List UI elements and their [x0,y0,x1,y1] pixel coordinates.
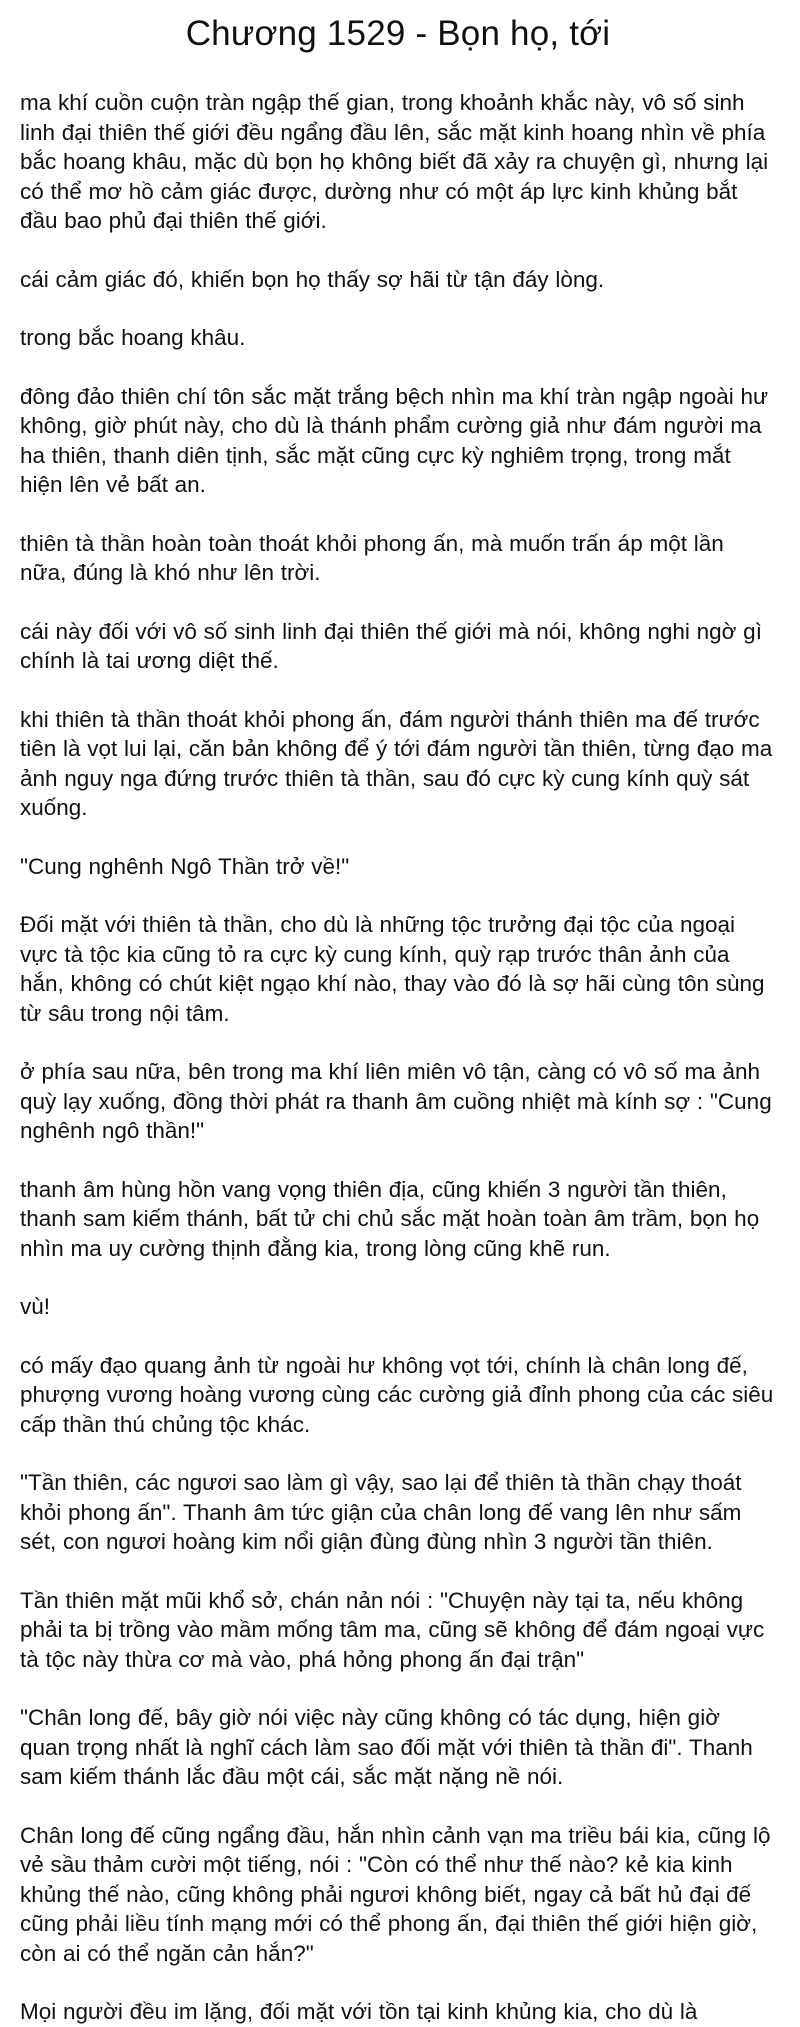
chapter-body [20,88,776,2027]
paragraph-8: "Cung nghênh Ngô Thần trở về!" [20,853,350,879]
paragraph-5: thiên tà thần hoàn toàn thoát khỏi phong ấn, mà muốn trấn áp một lần nữa, đúng là khó như lên trời. [20,530,724,585]
paragraph-2: cái cảm giác đó, khiến bọn họ thấy sợ hãi từ tận đáy lòng. [20,266,605,292]
paragraph-7: khi thiên tà thần thoát khỏi phong ấn, đám người thánh thiên ma đế trước tiên là vọt lui lại, căn bản không để ý tới đám người tần thiên, từng đạo ma ảnh nguy nga đứng trước thiên tà thần, sau đó cực kỳ cung kính quỳ sát xuống. [20,706,773,820]
paragraph-1: ma khí cuồn cuộn tràn ngập thế gian, trong khoảnh khắc này, vô số sinh linh đại thiên thế giới đều ngẩng đầu lên, sắc mặt kinh hoang nhìn về phía bắc hoang khâu, mặc dù bọn họ không biết đã xảy ra chuyện gì, nhưng lại có thể mơ hồ cảm giác được, dường như có một áp lực kinh khủng bắt đầu bao phủ đại thiên thế giới. [20,90,769,233]
paragraph-3: trong bắc hoang khâu. [20,325,246,350]
paragraph-15: Tần thiên mặt mũi khổ sở, chán nản nói : "Chuyện này tại ta, nếu không phải ta bị trồng vào mầm mống tâm ma, cũng sẽ không để đám ngoại vực tà tộc này thừa cơ mà vào, phá hỏng phong ấn đại trận" [20,1587,765,1672]
paragraph-6: cái này đối với vô số sinh linh đại thiên thế giới mà nói, không nghi ngờ gì chính là tai ương diệt thế. [20,618,762,673]
paragraph-17: Chân long đế cũng ngẩng đầu, hắn nhìn cảnh vạn ma triều bái kia, cũng lộ vẻ sầu thảm cười một tiếng, nói : "Còn có thể như thế nào? kẻ kia kinh khủng thế nào, cũng không phải ngươi không biết, ngay cả bất hủ đại đế cũng phải liều tính mạng mới có thể phong ấn, đại thiên thế giới hiện giờ, còn ai có thể ngăn cản hắn?" [20,1822,771,1966]
paragraph-4: đông đảo thiên chí tôn sắc mặt trắng bệch nhìn ma khí tràn ngập ngoài hư không, giờ phút này, cho dù là thánh phẩm cường giả như đám người ma ha thiên, thanh diên tịnh, sắc mặt cũng cực kỳ nghiêm trọng, trong mắt hiện lên vẻ bất an. [20,383,769,497]
paragraph-10: ở phía sau nữa, bên trong ma khí liên miên vô tận, càng có vô số ma ảnh quỳ lạy xuống, đồng thời phát ra thanh âm cuồng nhiệt mà kính sợ : "Cung nghênh ngô thần!" [20,1059,772,1143]
paragraph-9: Đối mặt với thiên tà thần, cho dù là những tộc trưởng đại tộc của ngoại vực tà tộc kia cũng tỏ ra cực kỳ cung kính, quỳ rạp trước thân ảnh của hắn, không có chút kiệt ngạo khí nào, thay vào đó là sợ hãi cùng tôn sùng từ sâu trong nội tâm. [20,912,765,1026]
paragraph-12: vù! [20,1294,51,1319]
chapter-title: Chương 1529 - Bọn họ, tới [185,14,611,53]
paragraph-18: Mọi người đều im lặng, đối mặt với tồn tại kinh khủng kia, cho dù là [20,1999,698,2024]
paragraph-14: "Tần thiên, các ngươi sao làm gì vậy, sao lại để thiên tà thần chạy thoát khỏi phong ấn". Thanh âm tức giận của chân long đế vang lên như sấm sét, con ngươi hoàng kim nổi giận đùng đùng nhìn 3 người tần thiên. [20,1470,742,1554]
paragraph-13: có mấy đạo quang ảnh từ ngoài hư không vọt tới, chính là chân long đế, phượng vương hoàng vương cùng các cường giả đỉnh phong của các siêu cấp thần thú chủng tộc khác. [20,1352,774,1437]
paragraph-11: thanh âm hùng hồn vang vọng thiên địa, cũng khiến 3 người tần thiên, thanh sam kiếm thánh, bất tử chi chủ sắc mặt hoàn toàn âm trầm, bọn họ nhìn ma uy cường thịnh đằng kia, trong lòng cũng khẽ run. [20,1176,760,1261]
paragraph-16: "Chân long đế, bây giờ nói việc này cũng không có tác dụng, hiện giờ quan trọng nhất là nghĩ cách làm sao đối mặt với thiên tà thần đi". Thanh sam kiếm thánh lắc đầu một cái, sắc mặt nặng nề nói. [20,1705,753,1789]
